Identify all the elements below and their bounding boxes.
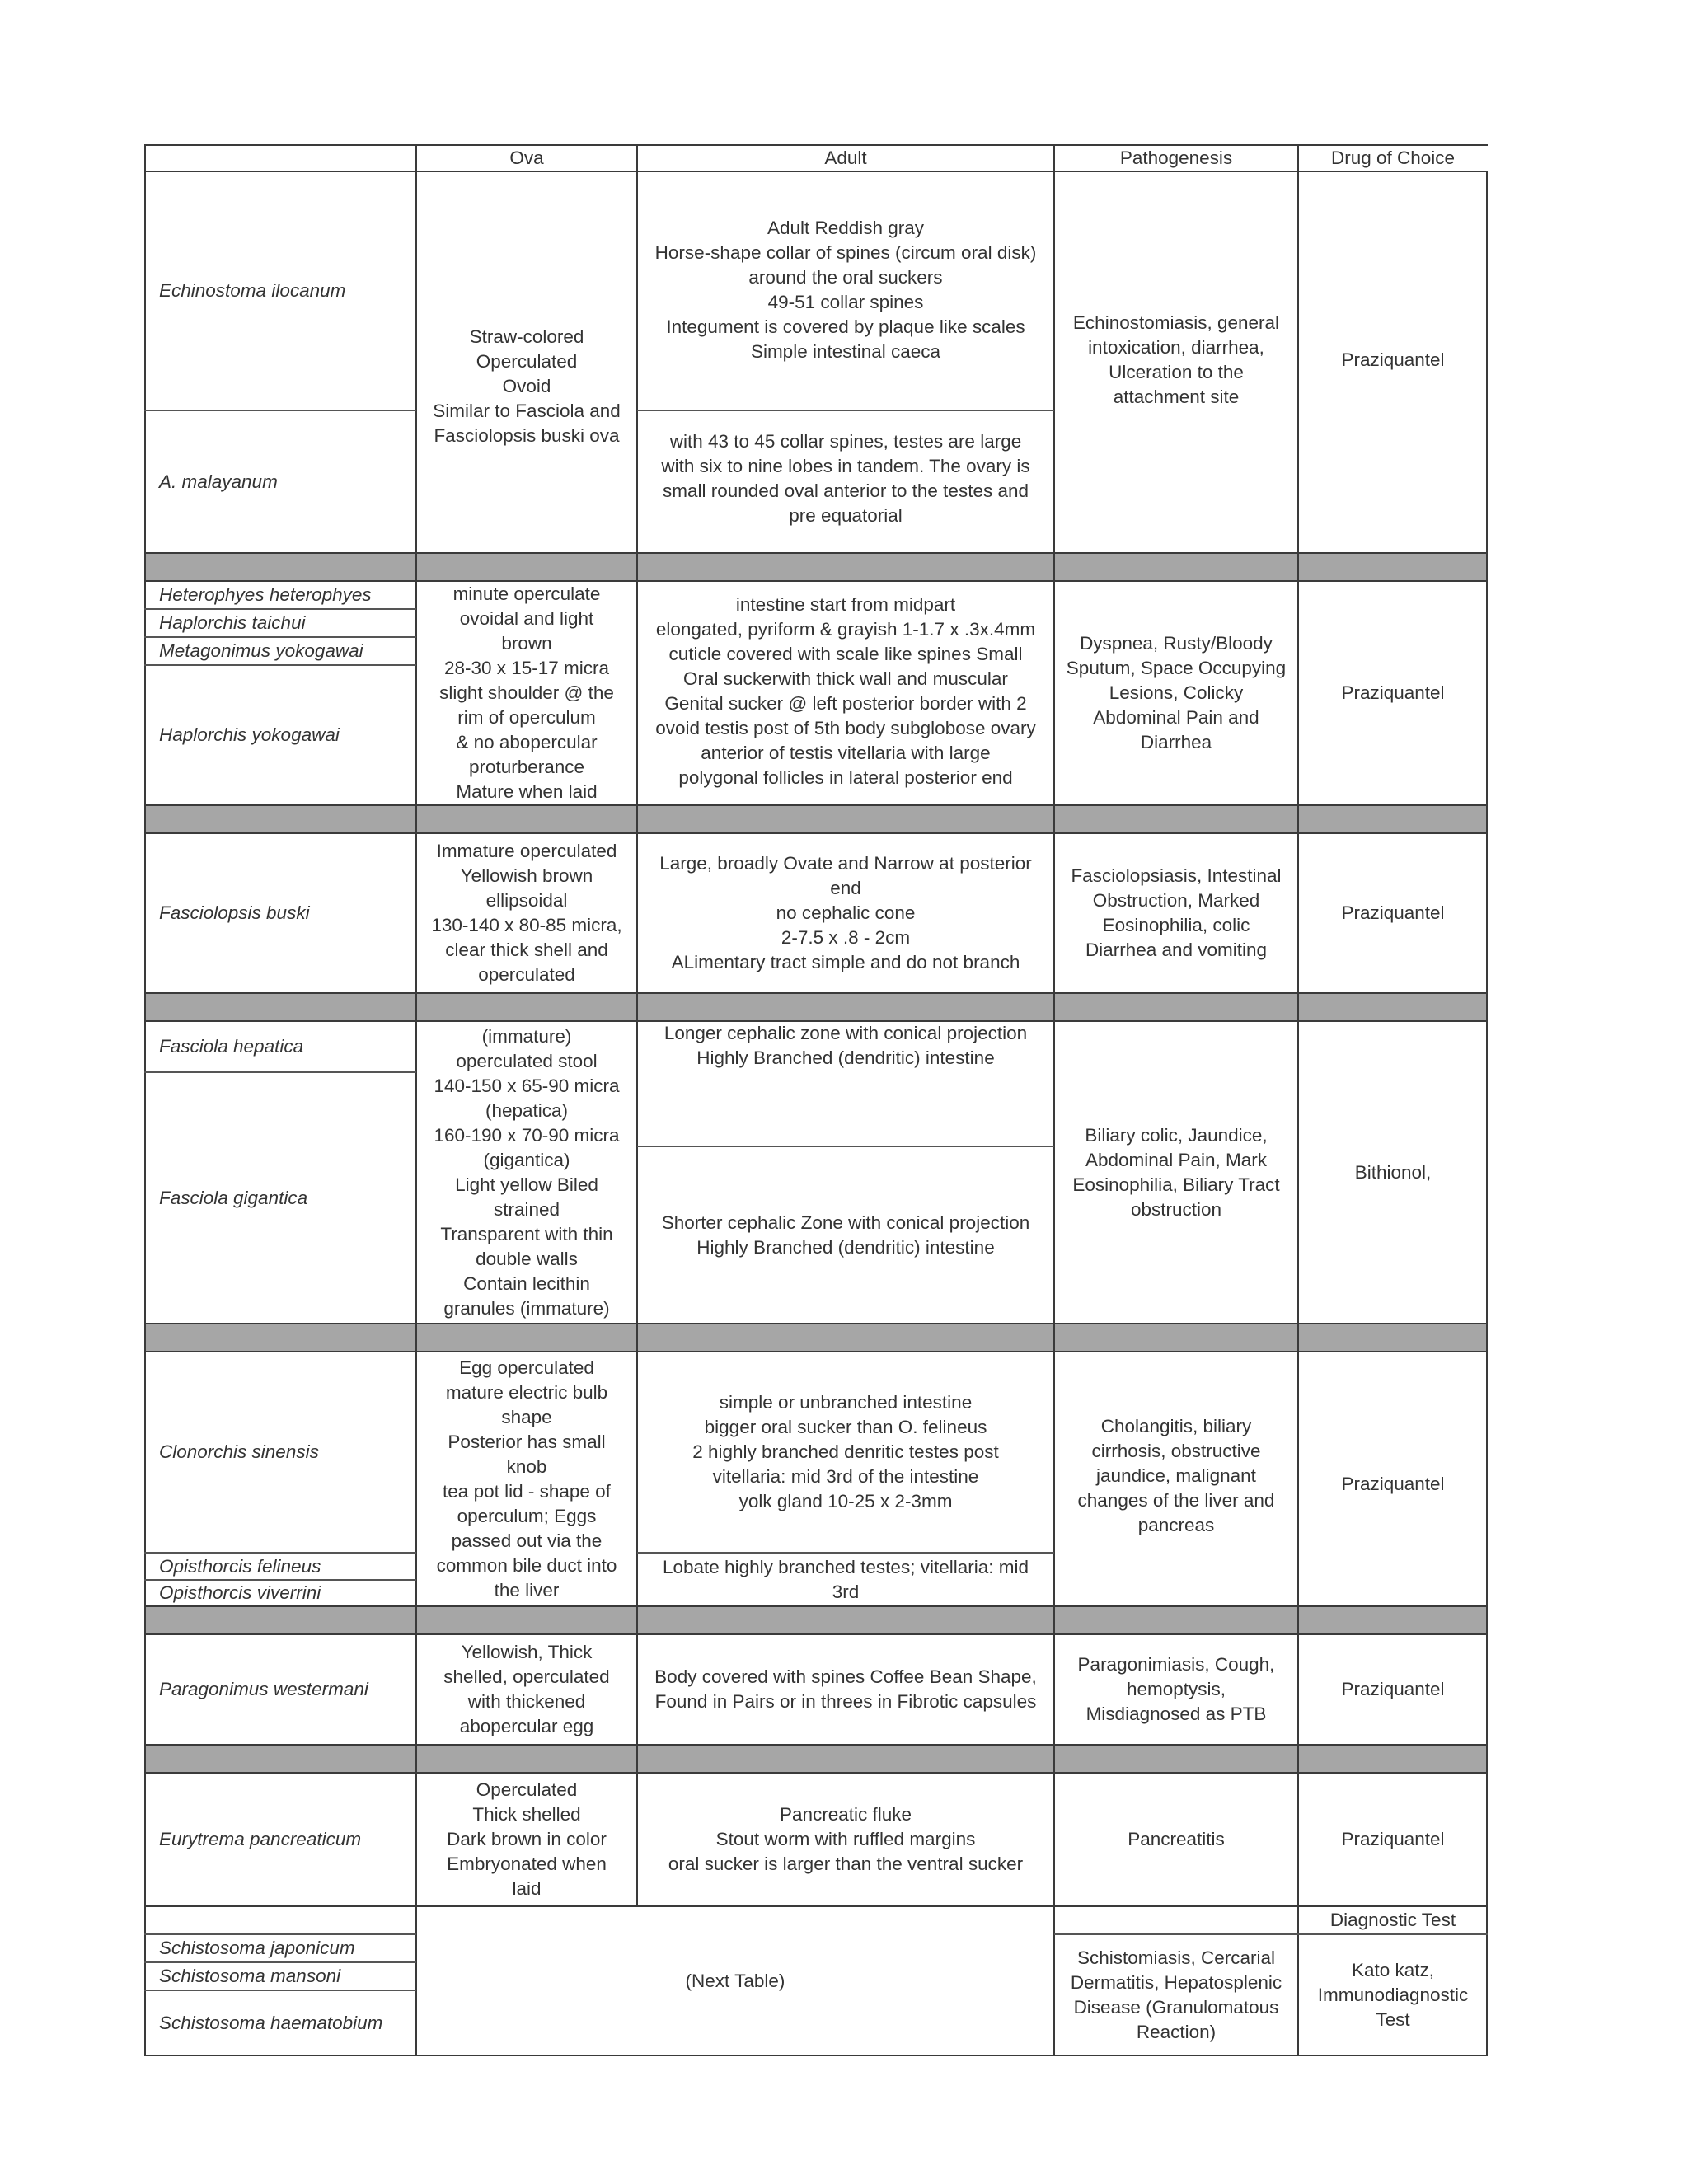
fasciola-pathogenesis: Biliary colic, Jaundice, Abdominal Pain, Mark Eosinophilia, Biliary Tract obstruction	[1072, 1124, 1280, 1220]
echinostoma-ova: Straw-colored Operculated Ovoid Similar to Fasciola and Fasciolopsis buski ova	[433, 326, 621, 446]
grid-line	[636, 144, 638, 1906]
schistosoma-pathogenesis: Schistomiasis, Cercarial Dermatitis, Hepatosplenic Disease (Granulomatous Reaction)	[1070, 1947, 1282, 2042]
grid-line	[144, 144, 146, 2056]
next-table-note: (Next Table)	[685, 1971, 785, 1991]
grid-line	[144, 2055, 1488, 2056]
species-opisthorcis-viverrini: Opisthorcis viverrini	[159, 1582, 321, 1603]
species-haplorchis-taichui: Haplorchis taichui	[159, 612, 306, 633]
grid-line	[637, 1552, 1054, 1554]
grid-line	[144, 832, 1488, 834]
grid-line	[144, 552, 1488, 554]
grid-line	[144, 1605, 1488, 1607]
grid-line	[144, 992, 1488, 994]
header-adult: Adult	[824, 147, 867, 168]
grid-line	[144, 1351, 1488, 1352]
species-fasciolopsis-buski: Fasciolopsis buski	[159, 902, 310, 923]
fasciolopsis-drug: Praziquantel	[1341, 902, 1445, 923]
grid-line	[637, 410, 1054, 411]
header-drug: Drug of Choice	[1330, 147, 1456, 168]
separator-row	[144, 1606, 1488, 1634]
paragonimus-ova: Yellowish, Thick shelled, operculated with thickened abopercular egg	[443, 1642, 610, 1736]
echinostoma-pathogenesis: Echinostomiasis, general intoxication, diarrhea, Ulceration to the attachment site	[1072, 312, 1280, 407]
clonorchis-adult: simple or unbranched intestine bigger oral sucker than O. felineus 2 highly branched denritic testes post vitellaria: mid 3rd of the intestine yolk gland 10-25 x 2-3mm	[692, 1392, 999, 1511]
eurytrema-adult: Pancreatic fluke Stout worm with ruffled margins oral sucker is larger than the ventral sucker	[668, 1804, 1024, 1874]
grid-line	[144, 1772, 1488, 1774]
clonorchis-pathogenesis: Cholangitis, biliary cirrhosis, obstructive jaundice, malignant changes of the liver and pancreas	[1077, 1416, 1275, 1535]
header-ova: Ova	[509, 147, 544, 168]
grid-line	[144, 664, 416, 666]
grid-line	[144, 1990, 416, 1991]
species-fasciola-hepatica: Fasciola hepatica	[159, 1036, 304, 1057]
grid-line	[144, 1552, 416, 1554]
species-haplorchis-yokogawai: Haplorchis yokogawai	[159, 724, 340, 745]
grid-line	[144, 1961, 416, 1963]
species-schistosoma-japonicum: Schistosoma japonicum	[159, 1938, 355, 1958]
fasciolopsis-adult: Large, broadly Ovate and Narrow at posterior end no cephalic cone 2-7.5 x .8 - 2cm ALimentary tract simple and do not branch	[659, 853, 1032, 972]
header-pathogenesis: Pathogenesis	[1119, 147, 1233, 168]
grid-line	[144, 1933, 416, 1935]
echinostoma-drug: Praziquantel	[1341, 349, 1445, 370]
eurytrema-drug: Praziquantel	[1341, 1829, 1445, 1849]
heterophyes-adult: intestine start from midpart elongated, pyriform & grayish 1-1.7 x .3x.4mm cuticle covered with scale like spines Small Oral suckerwith thick wall and muscular Genital sucker @ left posterior border with 2 ovoid testis post of 5th body subglobose ovary anterior of testis vitellaria with large polygonal follicles in lateral posterior end	[655, 594, 1036, 788]
grid-line	[1297, 144, 1299, 2056]
species-paragonimus-westermani: Paragonimus westermani	[159, 1679, 368, 1699]
grid-line	[1054, 1933, 1488, 1935]
paragonimus-pathogenesis: Paragonimiasis, Cough, hemoptysis, Misdiagnosed as PTB	[1077, 1654, 1275, 1724]
fasciola-ova: (immature) operculated stool 140-150 x 65-90 micra (hepatica) 160-190 x 70-90 micra (gigantica) Light yellow Biled strained Transparent with thin double walls Contain lecithin granules (immature)	[434, 1025, 620, 1319]
grid-line	[144, 1071, 416, 1073]
grid-line	[144, 144, 1488, 146]
fasciola-drug: Bithionol,	[1354, 1161, 1432, 1183]
species-a-malayanum: A. malayanum	[159, 471, 278, 492]
separator-row	[144, 993, 1488, 1021]
species-eurytrema-pancreaticum: Eurytrema pancreaticum	[159, 1829, 362, 1849]
grid-line	[144, 608, 416, 610]
species-fasciola-gigantica: Fasciola gigantica	[159, 1187, 308, 1208]
opisthorcis-adult: Lobate highly branched testes; vitellaria: mid 3rd	[662, 1556, 1029, 1602]
header-species	[144, 144, 416, 171]
fasciolopsis-ova: Immature operculated Yellowish brown ellipsoidal 130-140 x 80-85 micra, clear thick shell and operculated	[431, 841, 622, 985]
fasciolopsis-pathogenesis: Fasciolopsiasis, Intestinal Obstruction, Marked Eosinophilia, colic Diarrhea and vomiting	[1071, 865, 1282, 960]
grid-line	[144, 410, 416, 411]
malayanum-adult: with 43 to 45 collar spines, testes are large with six to nine lobes in tandem. The ovary is small rounded oval anterior to the testes and pre equatorial	[661, 431, 1030, 526]
grid-line	[144, 1905, 1488, 1907]
separator-row	[144, 553, 1488, 581]
heterophyes-drug: Praziquantel	[1341, 682, 1445, 703]
grid-line	[637, 1146, 1054, 1147]
heterophyes-ova: minute operculate ovoidal and light brown 28-30 x 15-17 micra slight shoulder @ the rim of operculum & no abopercular proturberance Mature when laid	[439, 583, 614, 802]
species-clonorchis-sinensis: Clonorchis sinensis	[159, 1441, 319, 1462]
fasciola-gigantica-adult: Shorter cephalic Zone with conical projection Highly Branched (dendritic) intestine	[661, 1212, 1030, 1258]
paragonimus-drug: Praziquantel	[1341, 1679, 1445, 1699]
grid-line	[415, 144, 417, 2056]
schistosoma-diagnostic: Kato katz, Immunodiagnostic Test	[1317, 1960, 1469, 2030]
separator-row	[144, 805, 1488, 833]
clonorchis-ova: Egg operculated mature electric bulb shape Posterior has small knob tea pot lid - shape of operculum; Eggs passed out via the common bile duct into the liver	[436, 1357, 617, 1601]
grid-line	[144, 1020, 1488, 1022]
grid-line	[144, 636, 416, 638]
grid-line	[144, 1579, 416, 1581]
diagnostic-test-header: Diagnostic Test	[1329, 1910, 1456, 1930]
species-echinostoma-ilocanum: Echinostoma ilocanum	[159, 280, 346, 301]
grid-line	[144, 804, 1488, 806]
grid-line	[144, 1633, 1488, 1635]
clonorchis-drug: Praziquantel	[1341, 1474, 1445, 1494]
species-metagonimus-yokogawai: Metagonimus yokogawai	[159, 640, 363, 661]
species-opisthorcis-felineus: Opisthorcis felineus	[159, 1555, 321, 1577]
species-schistosoma-mansoni: Schistosoma mansoni	[159, 1966, 341, 1986]
grid-line	[144, 580, 1488, 582]
heterophyes-pathogenesis: Dyspnea, Rusty/Bloody Sputum, Space Occupying Lesions, Colicky Abdominal Pain and Diarrhea	[1066, 633, 1287, 752]
echinostoma-adult: Adult Reddish gray Horse-shape collar of spines (circum oral disk) around the oral suckers 49-51 collar spines Integument is covered by plaque like scales Simple intestinal caeca	[654, 218, 1037, 362]
grid-line	[144, 171, 1488, 172]
grid-line	[1053, 144, 1055, 2056]
eurytrema-ova: Operculated Thick shelled Dark brown in color Embryonated when laid	[447, 1779, 607, 1899]
species-heterophyes-heterophyes: Heterophyes heterophyes	[159, 584, 372, 605]
fasciola-hepatica-adult: Longer cephalic zone with conical projection Highly Branched (dendritic) intestine	[663, 1023, 1028, 1068]
separator-row	[144, 1745, 1488, 1773]
separator-row	[144, 1324, 1488, 1352]
trematode-table	[144, 144, 1488, 2056]
grid-line	[144, 1323, 1488, 1324]
grid-line	[144, 1744, 1488, 1746]
eurytrema-pathogenesis: Pancreatitis	[1128, 1829, 1225, 1849]
species-schistosoma-haematobium: Schistosoma haematobium	[159, 2013, 383, 2033]
paragonimus-adult: Body covered with spines Coffee Bean Shape, Found in Pairs or in threes in Fibrotic capsules	[654, 1666, 1037, 1712]
